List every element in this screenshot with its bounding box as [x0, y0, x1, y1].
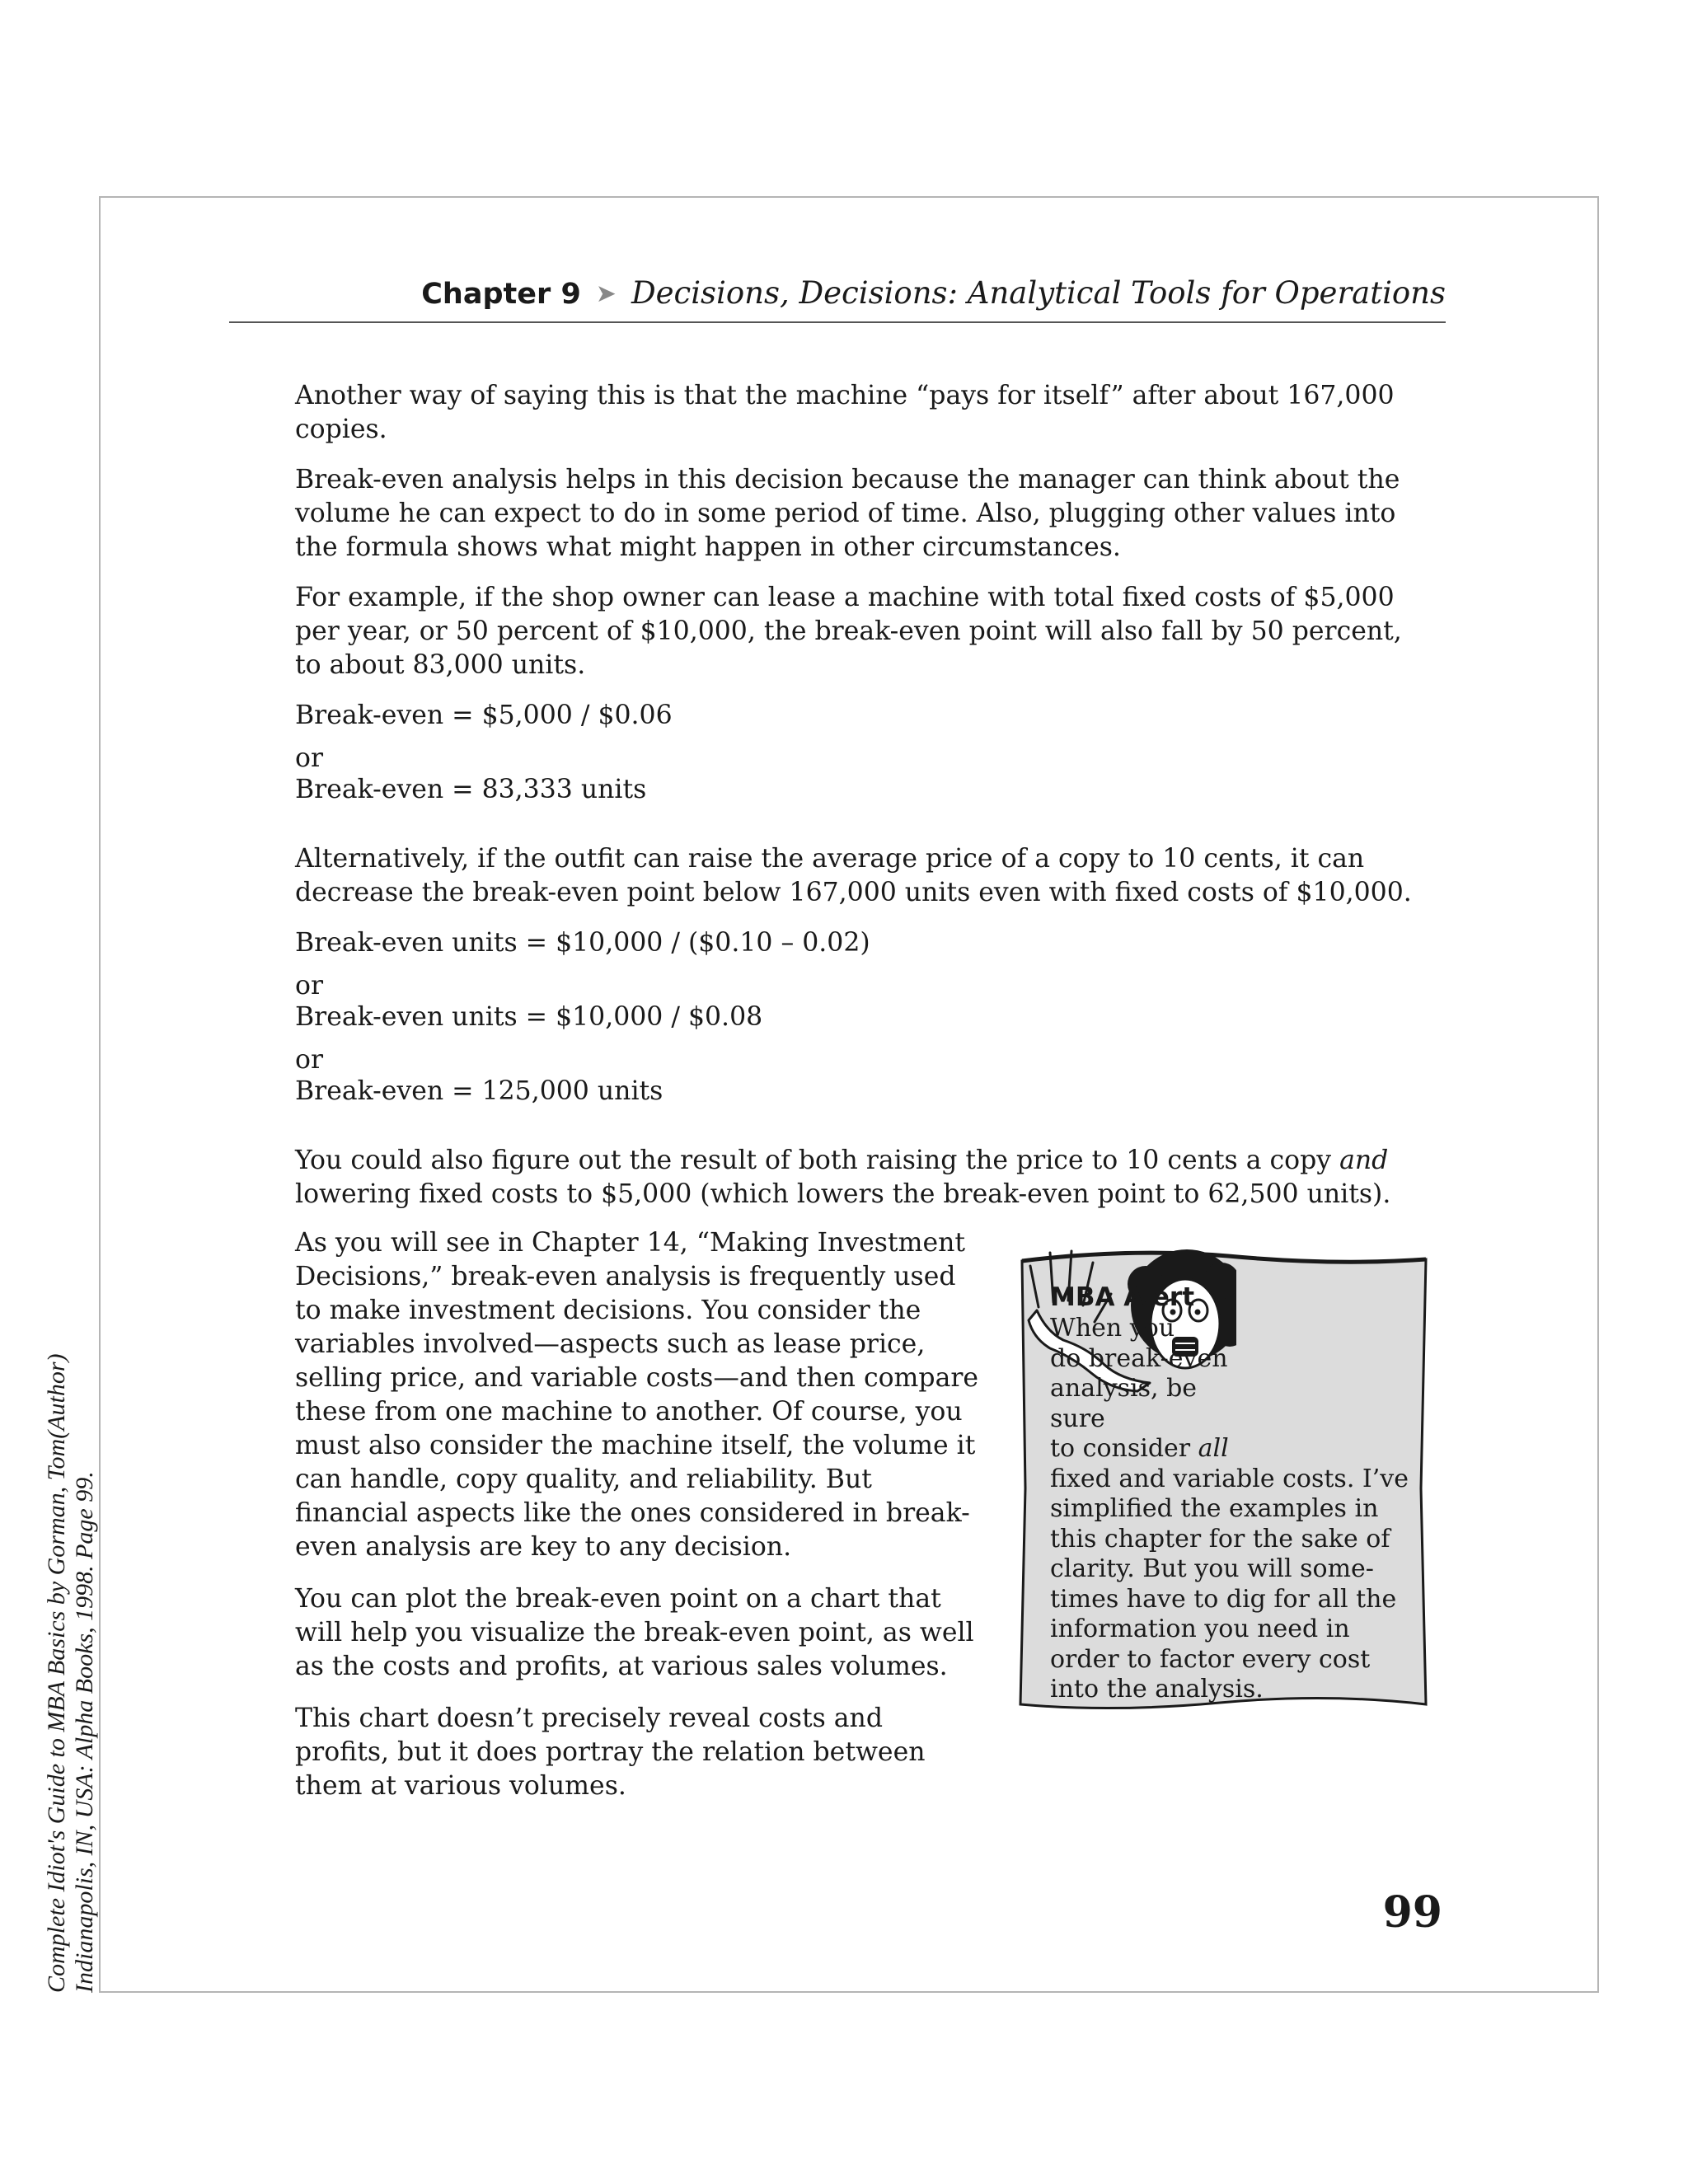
or-label: or	[295, 743, 324, 773]
formula: Break-even = $5,000 / $0.06	[295, 701, 673, 730]
formula: Break-even = 125,000 units	[295, 1076, 663, 1106]
paragraph: Alternatively, if the outfit can raise the average price of a copy to 10 cents, it can decrease the break-even point below 167,000 units even with fixed costs of $10,000.	[295, 844, 1412, 907]
paragraph: For example, if the shop owner can lease a machine with total fixed costs of $5,000 per year, or 50 percent of $10,000, the break-even point will also fall by 50 percent, to about 83,000 units.	[295, 583, 1402, 680]
body-text-left-column	[295, 1226, 979, 1821]
body-text-top	[295, 379, 1416, 1228]
chapter-label: Chapter 9	[421, 278, 581, 311]
emphasis: and	[1339, 1146, 1389, 1175]
arrow-icon: ➤	[595, 279, 617, 308]
formula: Break-even = 83,333 units	[295, 775, 647, 804]
formula: Break-even units = $10,000 / ($0.10 – 0.02)	[295, 928, 870, 958]
sidebar-title: MBA Alert	[1050, 1282, 1195, 1312]
or-label: or	[295, 1045, 324, 1075]
citation-line: Complete Idiot's Guide to MBA Basics by Gorman, Tom(Author)	[43, 1353, 70, 1993]
chapter-title: Decisions, Decisions: Analytical Tools for Operations	[631, 275, 1446, 311]
or-label: or	[295, 971, 324, 1001]
citation-line: Indianapolis, IN, USA: Alpha Books, 1998. Page 99.	[71, 1471, 98, 1993]
paragraph: This chart doesn’t precisely reveal costs and profits, but it does portray the relation between them at various volumes.	[295, 1704, 926, 1801]
paragraph: You could also figure out the result of both raising the price to 10 cents a copy and lowering fixed costs to $5,000 (which lowers the break-even point to 62,500 units).	[295, 1146, 1391, 1209]
paragraph: You can plot the break-even point on a chart that will help you visualize the break-even point, as well as the costs and profits, at various sales volumes.	[295, 1584, 974, 1681]
sidebar-text: When you do break-even analysis, be sure to consider all fixed and variable costs. I’ve simplified the examples in this chapter for the sake of clarity. But you will some-times have to dig for all the information you need in order to factor every cost into the analysis.	[1050, 1314, 1409, 1704]
running-head	[229, 270, 1446, 323]
page-number: 99	[1382, 1887, 1442, 1938]
paragraph: Break-even analysis helps in this decision because the manager can think about the volume he can expect to do in some period of time. Also, plugging other values into the formula shows what might happen in other circumstances.	[295, 465, 1400, 562]
citation	[43, 1004, 99, 1993]
paragraph: As you will see in Chapter 14, “Making Investment Decisions,” break-even analysis is frequently used to make investment decisions. You consider the variables involved—aspects such as lease price, selling price, and variable costs—and then compare these from one machine to another. Of course, you must also consider the machine itself, the volume it can handle, copy quality, and reliability. But financial aspects like the ones considered in break-even analysis are key to any decision.	[295, 1228, 979, 1562]
mba-alert-sidebar	[1014, 1241, 1432, 1718]
paragraph: Another way of saying this is that the machine “pays for itself” after about 167,000 copies.	[295, 381, 1395, 444]
formula: Break-even units = $10,000 / $0.08	[295, 1002, 763, 1032]
